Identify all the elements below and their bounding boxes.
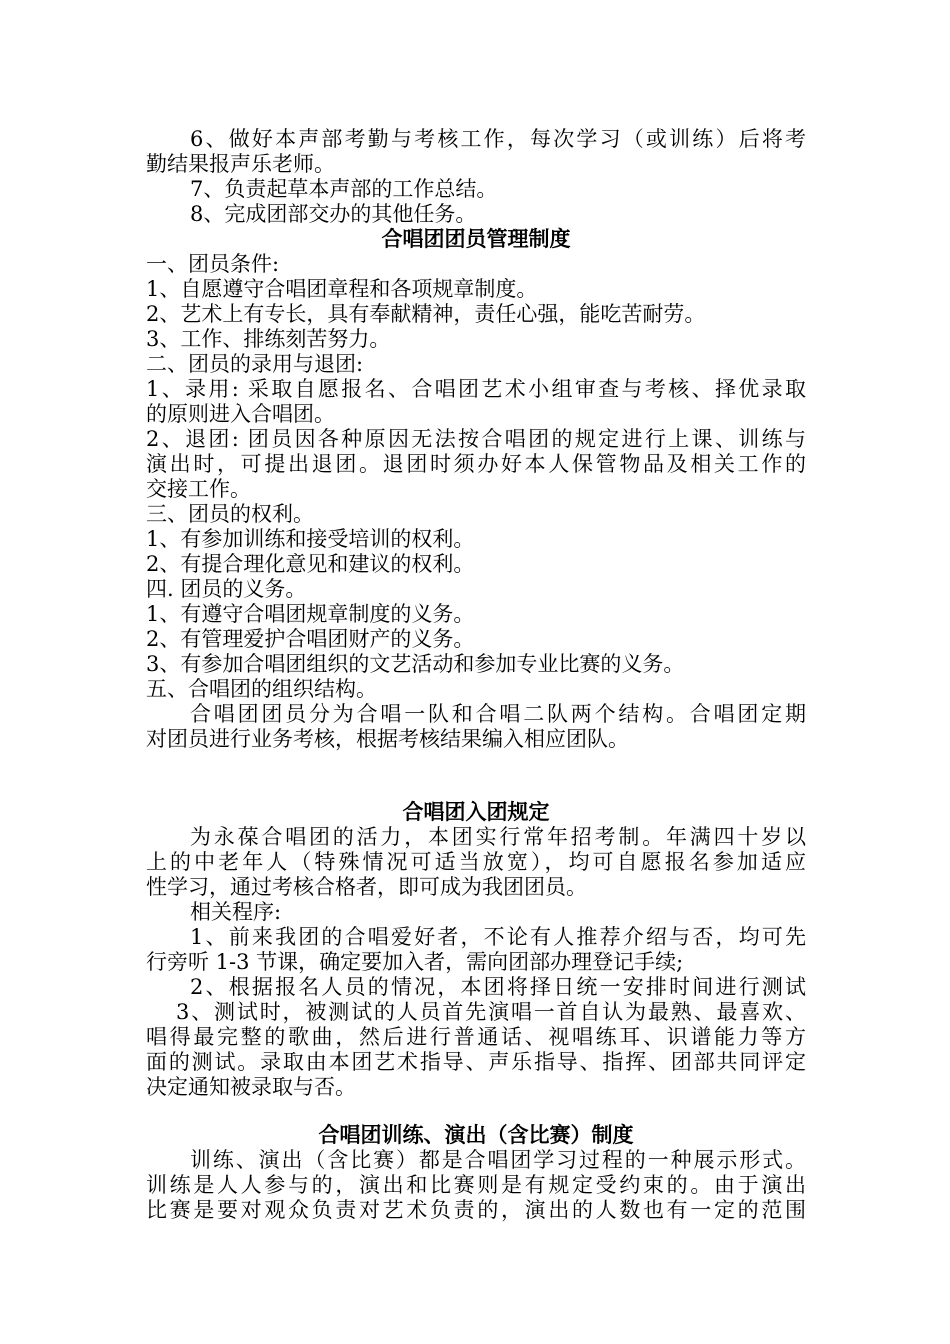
paragraph-line: 1、前来我团的合唱爱好者，不论有人推荐介绍与否，均可先 <box>190 925 806 949</box>
paragraph-line: 训练、演出（含比赛）都是合唱团学习过程的一种展示形式。 <box>190 1148 806 1172</box>
heading-line: 五、合唱团的组织结构。 <box>146 677 377 701</box>
paragraph-line: 行旁听 1-3 节课，确定要加入者，需向团部办理登记手续; <box>146 950 684 974</box>
list-item: 3、工作、排练刻苦努力。 <box>146 327 391 351</box>
list-item: 2、有管理爱护合唱团财产的义务。 <box>146 627 475 651</box>
list-item: 1、有遵守合唱团规章制度的义务。 <box>146 602 475 626</box>
list-item: 1、录用: 采取自愿报名、合唱团艺术小组审查与考核、择优录取 <box>146 377 806 401</box>
paragraph-line: 训练是人人参与的，演出和比赛则是有规定受约束的。由于演出 <box>146 1173 806 1197</box>
section-title: 合唱团团员管理制度 <box>381 227 571 251</box>
paragraph-line: 面的测试。录取由本团艺术指导、声乐指导、指挥、团部共同评定 <box>146 1050 806 1074</box>
paragraph-line: 对团员进行业务考核，根据考核结果编入相应团队。 <box>146 727 629 751</box>
paragraph-line: 合唱团团员分为合唱一队和合唱二队两个结构。合唱团定期 <box>190 702 806 726</box>
list-item: 演出时，可提出退团。退团时须办好本人保管物品及相关工作的 <box>146 452 806 476</box>
list-item: 2、有提合理化意见和建议的权利。 <box>146 552 475 576</box>
paragraph-line: 3、测试时，被测试的人员首先演唱一首自认为最熟、最喜欢、 <box>176 1000 806 1024</box>
paragraph-line: 8、完成团部交办的其他任务。 <box>190 202 477 226</box>
paragraph-line: 比赛是要对观众负责对艺术负责的，演出的人数也有一定的范围 <box>146 1198 806 1222</box>
paragraph-line: 7、负责起草本声部的工作总结。 <box>190 177 498 201</box>
list-item: 交接工作。 <box>146 477 251 501</box>
list-item: 2、退团: 团员因各种原因无法按合唱团的规定进行上课、训练与 <box>146 427 806 451</box>
paragraph-line: 勤结果报声乐老师。 <box>146 152 335 176</box>
heading-line: 二、团员的录用与退团: <box>146 352 364 376</box>
paragraph-line: 唱得最完整的歌曲，然后进行普通话、视唱练耳、识谱能力等方 <box>146 1025 806 1049</box>
paragraph-line: 2、根据报名人员的情况，本团将择日统一安排时间进行测试 <box>190 975 806 999</box>
heading-line: 一、团员条件: <box>146 252 280 276</box>
list-item: 1、自愿遵守合唱团章程和各项规章制度。 <box>146 277 538 301</box>
list-item: 1、有参加训练和接受培训的权利。 <box>146 527 475 551</box>
section-title: 合唱团训练、演出（含比赛）制度 <box>318 1123 634 1147</box>
list-item: 3、有参加合唱团组织的文艺活动和参加专业比赛的义务。 <box>146 652 685 676</box>
paragraph-line: 相关程序: <box>190 900 282 924</box>
paragraph-line: 6、做好本声部考勤与考核工作，每次学习（或训练）后将考 <box>190 127 806 151</box>
heading-line: 三、团员的权利。 <box>146 502 314 526</box>
paragraph-line: 上的中老年人（特殊情况可适当放宽），均可自愿报名参加适应 <box>146 850 806 874</box>
heading-line: 四. 团员的义务。 <box>146 577 307 601</box>
list-item: 的原则进入合唱团。 <box>146 402 335 426</box>
paragraph-line: 性学习，通过考核合格者，即可成为我团团员。 <box>146 875 587 899</box>
paragraph-line: 为永葆合唱团的活力，本团实行常年招考制。年满四十岁以 <box>190 825 806 849</box>
section-title: 合唱团入团规定 <box>402 800 550 824</box>
paragraph-line: 决定通知被录取与否。 <box>146 1075 356 1099</box>
list-item: 2、艺术上有专长，具有奉献精神，责任心强，能吃苦耐劳。 <box>146 302 706 326</box>
